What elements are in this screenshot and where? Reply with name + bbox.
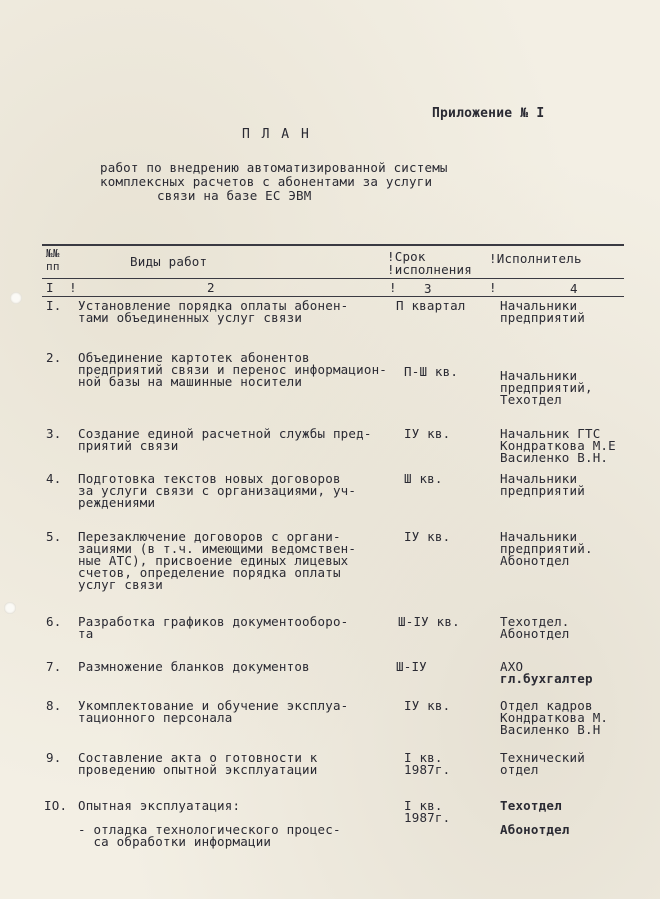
work-description-line: Опытная эксплуатация: <box>78 798 241 813</box>
executor-line: Начальники <box>500 529 578 544</box>
executor-line: Кондраткова М. <box>500 710 609 725</box>
colnum-1: I ! <box>46 280 77 295</box>
work-description-line: счетов, определение порядка оплаты <box>78 565 341 580</box>
deadline-line: Ш-IУ <box>396 659 427 674</box>
deadline-line: IУ кв. <box>404 426 451 441</box>
executor-line: Василенко В.Н. <box>500 450 609 465</box>
table-top-rule <box>42 244 624 246</box>
row-number: 2. <box>46 350 62 365</box>
deadline-line: Ш кв. <box>404 471 443 486</box>
colnum-2: 2 <box>207 280 215 295</box>
row-number: 6. <box>46 614 62 629</box>
deadline-line: 1987г. <box>404 762 451 777</box>
header-num-1: №№ <box>46 247 60 260</box>
executor-line: Техотдел <box>500 798 562 813</box>
executor-line: Василенко В.Н <box>500 722 601 737</box>
row-number: 8. <box>46 698 62 713</box>
row-number: I. <box>46 298 62 313</box>
deadline-line: Ш-IУ кв. <box>398 614 460 629</box>
header-executor: !Исполнитель <box>489 251 582 266</box>
executor-line: отдел <box>500 762 539 777</box>
subtitle-line-2: комплексных расчетов с абонентами за услуги <box>100 174 433 189</box>
executor-line: Отдел кадров <box>500 698 593 713</box>
work-description-line: Установление порядка оплаты абонен- <box>78 298 349 313</box>
work-description-line: са обработки информации <box>78 834 272 849</box>
deadline-line: П-Ш кв. <box>404 364 459 379</box>
executor-line: Технический <box>500 750 585 765</box>
subtitle-line-1: работ по внедрению автоматизированной системы <box>100 160 448 175</box>
work-description-line: Объединение картотек абонентов <box>78 350 310 365</box>
work-description-line: услуг связи <box>78 577 163 592</box>
work-description-line: проведению опытной эксплуатации <box>78 762 318 777</box>
header-deadline-1: !Срок <box>387 249 426 264</box>
row-number: 4. <box>46 471 62 486</box>
row-number: 5. <box>46 529 62 544</box>
deadline-line: 1987г. <box>404 810 451 825</box>
work-description-line: Подготовка текстов новых договоров <box>78 471 341 486</box>
executor-line: Техотдел <box>500 392 562 407</box>
row-number: 9. <box>46 750 62 765</box>
colnum-3-sep: ! <box>389 280 397 295</box>
work-description-line: - отладка технологического процес- <box>78 822 341 837</box>
deadline-line: П квартал <box>396 298 466 313</box>
executor-line: Начальник ГТС <box>500 426 601 441</box>
work-description-line: приятий связи <box>78 438 179 453</box>
executor-line: Абонотдел <box>500 626 570 641</box>
deadline-line: I кв. <box>404 798 443 813</box>
work-description-line: Создание единой расчетной службы пред- <box>78 426 372 441</box>
deadline-line: IУ кв. <box>404 698 451 713</box>
work-description-line: Размножение бланков документов <box>78 659 310 674</box>
deadline-line: IУ кв. <box>404 529 451 544</box>
table-header-rule <box>42 278 624 279</box>
table-colnum-rule <box>42 296 624 297</box>
work-description-line: реждениями <box>78 495 156 510</box>
colnum-4-sep: ! <box>489 280 497 295</box>
work-description-line: зациями (в т.ч. имеющими ведомствен- <box>78 541 357 556</box>
punch-hole-bottom <box>4 602 16 614</box>
work-description-line: ные АТС), присвоение единых лицевых <box>78 553 349 568</box>
subtitle-line-3: связи на базе ЕС ЭВМ <box>157 188 312 203</box>
row-number: 3. <box>46 426 62 441</box>
executor-line: Кондраткова М.Е <box>500 438 616 453</box>
work-description-line: Укомплектование и обучение эксплуа- <box>78 698 349 713</box>
executor-line: предприятий, <box>500 380 593 395</box>
executor-line: АХО <box>500 659 524 674</box>
header-num-2: пп <box>46 260 60 273</box>
executor-line: Начальники <box>500 298 578 313</box>
executor-line: предприятий. <box>500 541 593 556</box>
colnum-3: 3 <box>424 281 432 296</box>
executor-line: гл.бухгалтер <box>500 671 593 686</box>
row-number: IO. <box>44 798 68 813</box>
document-title: П Л А Н <box>242 127 311 142</box>
work-description-line: тами объединенных услуг связи <box>78 310 303 325</box>
work-description-line: тационного персонала <box>78 710 233 725</box>
work-description-line: Перезаключение договоров с органи- <box>78 529 341 544</box>
appendix-label: Приложение № I <box>432 106 545 121</box>
executor-line: Техотдел. <box>500 614 570 629</box>
header-work: Виды работ <box>130 254 208 269</box>
header-deadline-2: !исполнения <box>387 262 472 277</box>
work-description-line: за услуги связи с организациями, уч- <box>78 483 357 498</box>
work-description-line: Составление акта о готовности к <box>78 750 318 765</box>
executor-line: Абонотдел <box>500 553 570 568</box>
punch-hole-top <box>10 292 22 304</box>
executor-line: Абонотдел <box>500 822 570 837</box>
executor-line: Начальники <box>500 471 578 486</box>
work-description-line: Разработка графиков документооборо- <box>78 614 349 629</box>
work-description-line: ной базы на машинные носители <box>78 374 303 389</box>
work-description-line: предприятий связи и перенос информацион- <box>78 362 388 377</box>
work-description-line: та <box>78 626 94 641</box>
colnum-4: 4 <box>570 281 578 296</box>
executor-line: Начальники <box>500 368 578 383</box>
deadline-line: I кв. <box>404 750 443 765</box>
row-number: 7. <box>46 659 62 674</box>
executor-line: предприятий <box>500 483 585 498</box>
executor-line: предприятий <box>500 310 585 325</box>
